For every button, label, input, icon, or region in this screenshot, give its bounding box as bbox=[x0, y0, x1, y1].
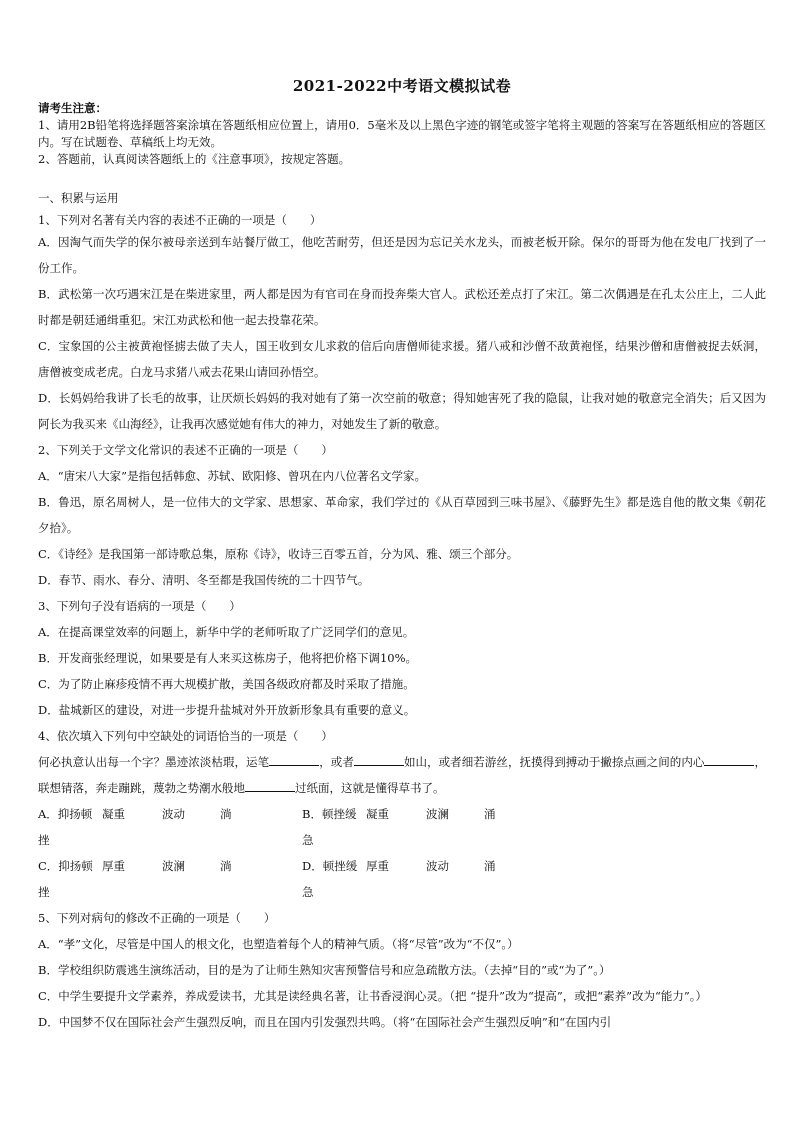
question-2 bbox=[38, 437, 766, 593]
choice-a-word-3: 波动 bbox=[162, 807, 185, 821]
choice-d-word-2: 厚重 bbox=[366, 859, 389, 873]
choice-row-1 bbox=[38, 801, 766, 853]
option: D．盐城新区的建设，对进一步提升盐城对外开放新形象具有重要的意义。 bbox=[38, 703, 416, 717]
notice-item: 1、请用2B铅笔将选择题答案涂填在答题纸相应位置上，请用0．5毫米及以上黑色字迹的钢笔或签字笔将主观题的答案写在答题纸相应的答题区内。写在试题卷、草稿纸上均无效。 bbox=[38, 118, 766, 149]
blank-2[interactable] bbox=[354, 753, 404, 766]
question-4 bbox=[38, 723, 766, 905]
choice-c-word-4: 淌 bbox=[220, 859, 232, 873]
choice-b-word-1: B．顿挫缓急 bbox=[302, 807, 357, 847]
question-stem: 5、下列对病句的修改不正确的一项是（ ） bbox=[38, 911, 276, 925]
option: A．因淘气而失学的保尔被母亲送到车站餐厅做工，他吃苦耐劳，但还是因为忘记关水龙头，而被老板开除。保尔的哥哥为他在发电厂找到了一份工作。 bbox=[38, 235, 766, 275]
question-1 bbox=[38, 212, 766, 437]
option: B．鲁迅，原名周树人，是一位伟大的文学家、思想家、革命家，我们学过的《从百草园到三味书屋》、《藤野先生》都是选自他的散文集《朝花夕拾》。 bbox=[38, 495, 766, 535]
option: B．开发商张经理说，如果要是有人来买这栋房子，他将把价格下调10%。 bbox=[38, 651, 418, 665]
option: C．宝象国的公主被黄袍怪掳去做了夫人，国王收到女儿求救的信后向唐僧师徒求援。猪八戒和沙僧不敌黄袍怪，结果沙僧和唐僧被捉去妖洞，唐僧被变成老虎。白龙马求猪八戒去花果山请回孙悟空。 bbox=[38, 339, 766, 379]
choice-a-word-4: 淌 bbox=[220, 807, 232, 821]
notice-head: 请考生注意： bbox=[38, 101, 107, 115]
passage-part: ，联想锖落，奔走蹦跳，蔑勃之势潮水般地 bbox=[38, 755, 767, 795]
page-title: 2021-2022中考语文模拟试卷 bbox=[292, 77, 512, 95]
question-stem: 3、下列句子没有语病的一项是（ ） bbox=[38, 599, 241, 613]
question-stem: 1、下列对名著有关内容的表述不正确的一项是（ ） bbox=[38, 213, 322, 227]
passage bbox=[38, 749, 766, 801]
question-3 bbox=[38, 593, 766, 723]
option: B．学校组织防震逃生演练活动，目的是为了让师生熟知灾害预警信号和应急疏散方法。（去掉“目的”或“为了”。） bbox=[38, 963, 611, 977]
passage-part: 何必执意认出每一个字？墨迹浓淡枯瑕，运笔 bbox=[38, 755, 270, 769]
choice-d-word-3: 波动 bbox=[426, 859, 449, 873]
notice-item: 2、答题前，认真阅读答题纸上的《注意事项》，按规定答题。 bbox=[38, 152, 351, 166]
blank-1[interactable] bbox=[269, 753, 319, 766]
question-5 bbox=[38, 905, 766, 1035]
choice-c-word-2: 厚重 bbox=[102, 859, 125, 873]
choice-b-word-2: 凝重 bbox=[366, 807, 389, 821]
blank-4[interactable] bbox=[245, 779, 295, 792]
section-title: 一、积累与运用 bbox=[38, 191, 119, 205]
exam-page bbox=[38, 76, 766, 1035]
passage-part: 过纸面，这就是懂得草书了。 bbox=[295, 781, 445, 795]
option: B．武松第一次巧遇宋江是在柴进家里，两人都是因为有官司在身而投奔柴大官人。武松还差点打了宋江。第二次偶遇是在孔太公庄上，二人此时都是朝廷通缉重犯。宋江劝武松和他一起去投靠花荣。 bbox=[38, 287, 766, 327]
blank-3[interactable] bbox=[704, 753, 754, 766]
choice-b-word-3: 波澜 bbox=[426, 807, 449, 821]
notice-block bbox=[38, 100, 766, 168]
option: C．《诗经》是我国第一部诗歌总集，原称《诗》，收诗三百零五首，分为风、雅、颂三个部分。 bbox=[38, 547, 519, 561]
choice-a-word-2: 凝重 bbox=[102, 807, 125, 821]
option: C．为了防止麻疹疫情不再大规模扩散，美国各级政府都及时采取了措施。 bbox=[38, 677, 415, 691]
option: D．长妈妈给我讲了长毛的故事，让厌烦长妈妈的我对她有了第一次空前的敬意；得知她害死了我的隐鼠，让我对她的敬意完全消失；后又因为阿长为我买来《山海经》，让我再次感觉她有伟大的神力，对她发生了新的敬意。 bbox=[38, 391, 766, 431]
option: D．春节、雨水、春分、清明、冬至都是我国传统的二十四节气。 bbox=[38, 573, 370, 587]
option: A．在提高课堂效率的问题上，新华中学的老师听取了广泛同学们的意见。 bbox=[38, 625, 415, 639]
choice-c-word-3: 波澜 bbox=[162, 859, 185, 873]
choice-c-word-1: C．抑扬顿挫 bbox=[38, 859, 93, 899]
choice-d-word-4: 涌 bbox=[484, 859, 496, 873]
option: D．中国梦不仅在国际社会产生强烈反响，而且在国内引发强烈共鸣。（将“在国际社会产生强烈反响”和“在国内引 bbox=[38, 1015, 612, 1029]
choice-d-word-1: D．顿挫缓急 bbox=[302, 859, 358, 899]
question-stem: 4、依次填入下列句中空缺处的词语恰当的一项是（ ） bbox=[38, 729, 333, 743]
passage-part: 如山，或者细若游丝，抚摸得到搏动于撇捺点画之间的内心 bbox=[403, 755, 705, 769]
choice-row-2 bbox=[38, 853, 766, 905]
option: A．“孝”文化，尽管是中国人的根文化，也塑造着每个人的精神气质。（将“尽管”改为“不仅”。） bbox=[38, 937, 519, 951]
option: A．“唐宋八大家”是指包括韩愈、苏轼、欧阳修、曾巩在内八位著名文学家。 bbox=[38, 469, 427, 483]
option: C．中学生要提升文学素养，养成爱读书，尤其是读经典名著，让书香浸润心灵。（把 “提升”改为“提高”，或把“素养”改为“能力”。） bbox=[38, 989, 707, 1003]
choice-a-word-1: A．抑扬顿挫 bbox=[38, 807, 93, 847]
passage-part: ，或者 bbox=[319, 755, 354, 769]
choice-b-word-4: 涌 bbox=[484, 807, 496, 821]
question-stem: 2、下列关于文学文化常识的表述不正确的一项是（ ） bbox=[38, 443, 333, 457]
